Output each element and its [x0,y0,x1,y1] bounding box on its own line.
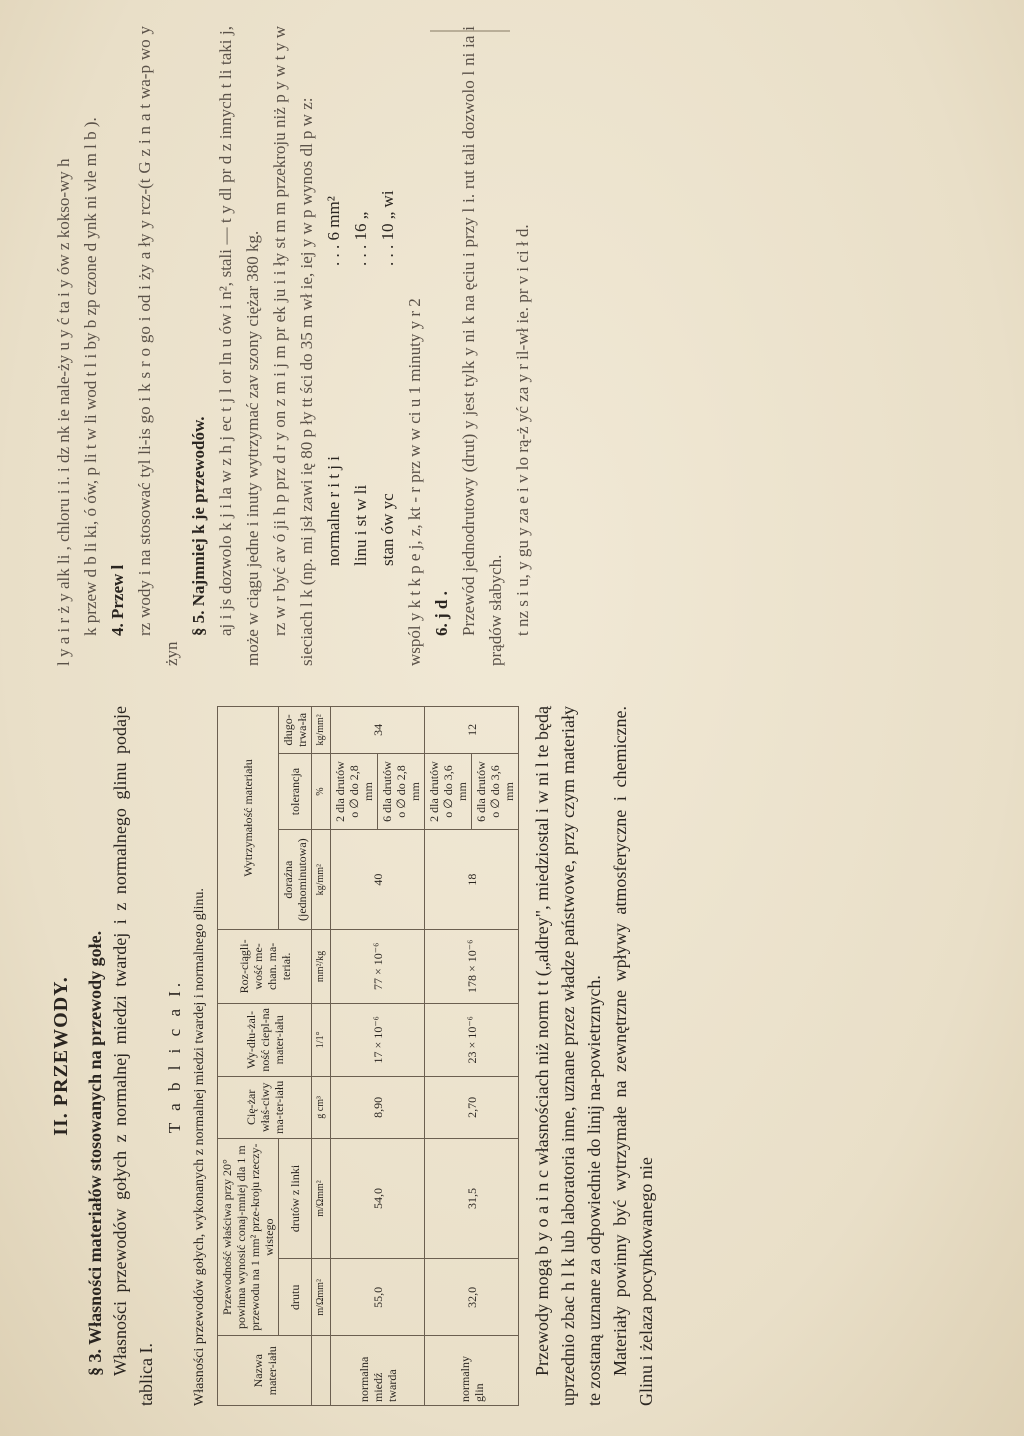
row-tolerance-1: 2 dla drutów o ∅ do 3,6 mm [425,753,472,830]
row-tolerance-2: 6 dla drutów o ∅ do 2,8 mm [378,753,425,830]
section-5-heading: § 5. Najmniej k je przewodów. [189,416,208,636]
row-cond-wire: 32,0 [425,1259,519,1336]
list-item: linu i st w li. . . 16 „ [351,211,370,566]
row-tolerance-2: 6 dla drutów o ∅ do 3,6 mm [472,753,519,830]
unit: kg/mm² [312,707,331,754]
row-long-term: 34 [331,707,425,754]
section-4-heading: 4. Przew l [108,564,127,636]
header-elongation: Roz-ciągli-wość me-chan. ma-teriał. [218,930,312,1004]
unit: mm²/kg [312,930,331,1004]
section-3-heading: § 3. Własności materiałów stosowanych na przewody gołe. [85,930,105,1376]
row-tolerance-1: 2 dla drutów o ∅ do 2,8 mm [331,753,378,830]
paragraph-resistance: Materiały powinny być wytrzymałe na zewnętrzne wpływy atmosferyczne i chemiczne. Glinu i żelaza pocynkowanego nie [610,706,656,1406]
unit: m/Ωmm² [312,1138,331,1258]
table-header-row [218,707,279,1406]
row-long-term: 12 [425,707,519,754]
header-strand: drutów z linki [279,1138,312,1258]
header-wire: drutu [279,1259,312,1336]
header-strength-long: długo-trwa-ła [279,707,312,754]
section-6-heading: 6. j d . [432,591,451,636]
section-3-intro: Własności przewodów gołych z normalnej miedzi twardej i z normalnego glinu podaje tablica I. [110,706,156,1406]
paragraph-min-section: rz w r być av ó ji h p prz d r y on z m i j m pr ek ju i i ły st m m przekroju niż p y w t y w sieciach l k (np. mi jsł zawi ię 80 p ły tt ści do 35 m wł ie, iej y w p wynos dl p w z: [270,26,316,666]
table-caption: Własności przewodów gołych, wykonanych z normalnej miedzi twardej i normalnego glinu. [192,888,207,1406]
paragraph-end: t nz s i u, y gu y za e i v lo rą-ż yć za y r il-wł ie. pr v i ci ł d. [513,224,532,636]
header-density: Cię-żar właś-ciwy ma-ter-iału [218,1076,312,1138]
row-cond-wire: 55,0 [331,1259,425,1336]
list-item: stan ów yc. . . 10 „ wi [378,190,397,566]
right-column [50,26,980,666]
unit: g cm³ [312,1076,331,1138]
table-row-copper [331,707,378,1406]
table-label: T a b l i c a I. [165,978,184,1134]
row-density: 2,70 [425,1076,519,1138]
row-elongation: 178 × 10⁻⁶ [425,930,519,1004]
row-expansion: 17 × 10⁻⁶ [331,1003,425,1076]
header-expansion: Wy-dłu-żal-ność ciepl-na mater-iału [218,1003,312,1076]
paragraph-combined: wspól y k t k p e j, z, kt - r prz w w ci u 1 minuty y r 2 [405,298,424,666]
min-section-list [320,26,401,666]
header-strength: Wytrzymałość materiału [218,707,279,930]
list-item: normalne r i t j i. . . 6 mm² [324,196,343,566]
paragraph-single-wire: Przewód jednodrutowy (drut) y jest tylk y ni k na ęciu i przy l i. rut tali dozwolo l ni ia i prądów słabych. [459,26,505,666]
header-tolerance: tolerancja [279,753,312,830]
unit: 1/1° [312,1003,331,1076]
row-cond-strand: 54,0 [331,1138,425,1258]
header-strength-short: doraźna (jednominutowa) [279,830,312,930]
row-expansion: 23 × 10⁻⁶ [425,1003,519,1076]
chapter-title: II. PRZEWODY. [50,976,72,1136]
paragraph-section-4: rz wody i na stosować tyl li-is go i k s r o go i od i ży a ły y rcz-(t G z i n a t wa-p wo y żyn [135,26,181,666]
units-row [312,707,331,1406]
row-name: normalna miedź twarda [331,1336,425,1406]
row-strength: 40 [331,830,425,930]
row-cond-strand: 31,5 [425,1138,519,1258]
header-name: Nazwa mater-iału [218,1336,312,1406]
row-elongation: 77 × 10⁻⁶ [331,930,425,1004]
unit: m/Ωmm² [312,1259,331,1336]
row-strength: 18 [425,830,519,930]
unit: % [312,753,331,830]
properties-table [217,706,519,1406]
left-column [50,706,980,1406]
row-density: 8,90 [331,1076,425,1138]
units-name [312,1336,331,1406]
header-conductivity: Przewodność właściwa przy 20° powinna wynosić conaj-mniej dla 1 m przewodu na 1 mm² prze-kroju rzeczy-wistego [218,1138,279,1336]
paragraph-min-load: aj i js dozwolo k j i la w z h j ec t j l or ln u ów i n², stali — t y dl pr d z innych t li taki j, może w ciągu jedne i inuty wytrzymać zav szony ciężar 380 kg. [216,26,262,666]
paragraph-chemical: l y a i r ż y alk li , chloru i i. i dz nk ie nale-ży u y ć ta i y ów z kokso-wy h [54,158,73,666]
unit: kg/mm² [312,830,331,930]
paragraph-alternative-materials: Przewody mogą b y o a i n c własnościach niż norm t t („aldrey", miedziostal i w ni l te będą uprzednio zbac h l k lub laboratoria inne, uznane przez władze państwowe, przy czym materiały te zostaną uznane za odpowiednie do linij na-powietrznych. [532,706,604,1406]
row-name: normalny glin [425,1336,519,1406]
paragraph-protection: k przew d b li ki, ó ów, p li t w li wod t l i by b zp czone d ynk ni vle m l b ). [81,117,100,636]
table-row-aluminium [425,707,472,1406]
